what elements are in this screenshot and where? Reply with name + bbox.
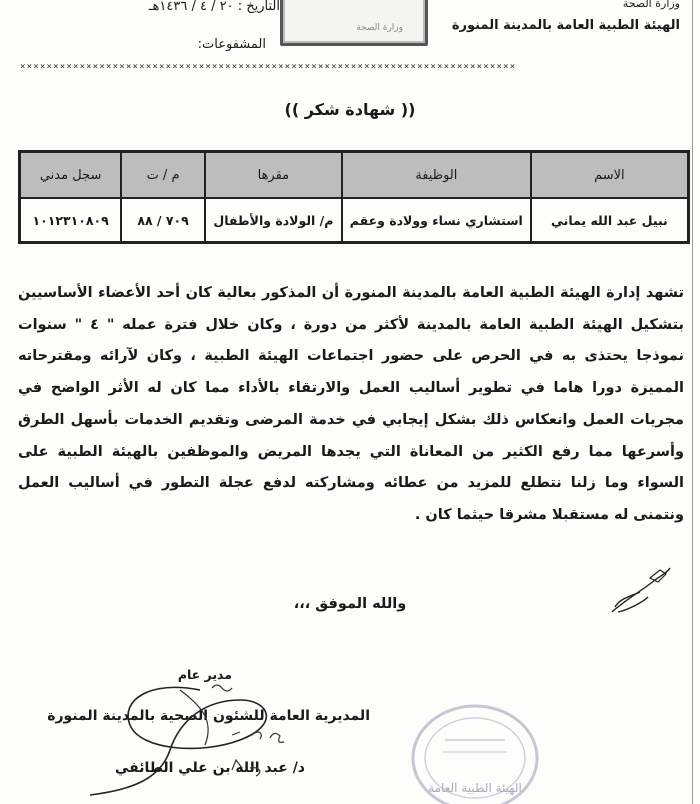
ministry-label: وزارة الصحة bbox=[622, 0, 680, 10]
cell-position: استشاري نساء وولادة وعقم bbox=[342, 198, 531, 243]
signatory-title: مدير عام bbox=[177, 667, 232, 682]
official-seal bbox=[405, 700, 545, 804]
cell-civil-id: ١٠١٢٣١٠٨٠٩ bbox=[20, 198, 122, 243]
date-row bbox=[100, 0, 280, 18]
body-paragraph: تشهد إدارة الهيئة الطبية العامة بالمدينة المنورة أن المذكور بعالية كان أحد الأعضاء الأساسيين بتشكيل الهيئة الطبية العامة بالمدينة لأكثر من دورة ، وكان خلال فترة عمله " ٤ " سنوات نموذجا يحتذى به في الحرص على حضور اجتماعات الهيئة الطبية ، وكان لآرائه ومقترحاته المميزة دورا هاما في تطوير أساليب العمل والارتقاء بالأداء مما كان له الأثر الواضح في مجريات العمل وانعكاس ذلك بشكل إيجابي في خدمة المرضى وتقديم الخدمات بأسهل الطرق وأسرعها مما رفع الكثير من المعاناة التي يجدها المريض والموظفين بالهيئة الطبية على السواء وما زلنا نتطلع للمزيد من عطائه ومشاركته لدفع عجلة التطور في أساليب العمل ونتمنى له مستقبلا مشرقا حيثما كان . bbox=[18, 285, 684, 523]
header-location: مقرها bbox=[205, 152, 342, 199]
emblem-caption: وزارة الصحة bbox=[356, 23, 403, 33]
employee-info-table bbox=[18, 150, 690, 244]
table-header-row bbox=[20, 152, 689, 199]
table-row bbox=[20, 198, 689, 243]
header-position: الوظيفة bbox=[342, 152, 531, 199]
certificate-title: (( شهادة شكر )) bbox=[284, 100, 416, 119]
header-name: الاسم bbox=[531, 152, 689, 199]
cell-location: م/ الولادة والأطفال bbox=[205, 198, 342, 243]
page-edge-line bbox=[692, 0, 693, 804]
attachments-label: المشفوعات: bbox=[197, 37, 266, 52]
cell-name: نبيل عبد الله يماني bbox=[531, 198, 689, 243]
header-civil-id: سجل مدني bbox=[20, 152, 122, 199]
closing-phrase: والله الموفق ،،، bbox=[293, 596, 407, 612]
certificate-body bbox=[18, 278, 684, 532]
authority-name: الهيئة الطبية العامة بالمدينة المنورة bbox=[451, 18, 680, 33]
header-authority bbox=[430, 0, 680, 33]
header-meta bbox=[100, 0, 280, 56]
header-record-number: م / ت bbox=[121, 152, 205, 199]
date-label: التاريخ : bbox=[237, 0, 280, 14]
signatory-organization: المديرية العامة للشئون الصحية بالمدينة المنورة bbox=[47, 708, 370, 724]
cell-record-number: ٧٠٩ / ٨٨ bbox=[121, 198, 205, 243]
svg-text:الهيئة الطبية العامة: الهيئة الطبية العامة bbox=[428, 781, 522, 795]
date-value: ٢٠ / ٤ / ١٤٣٦هـ bbox=[148, 0, 234, 14]
separator-line: ××××××××××××××××××××××××××××××××××××××××××××××××××××××××××××××××××××××××××× bbox=[20, 62, 517, 72]
ministry-emblem bbox=[280, 0, 428, 46]
signatory-name: د/ عبد الله بن علي الطائفي bbox=[114, 760, 305, 776]
